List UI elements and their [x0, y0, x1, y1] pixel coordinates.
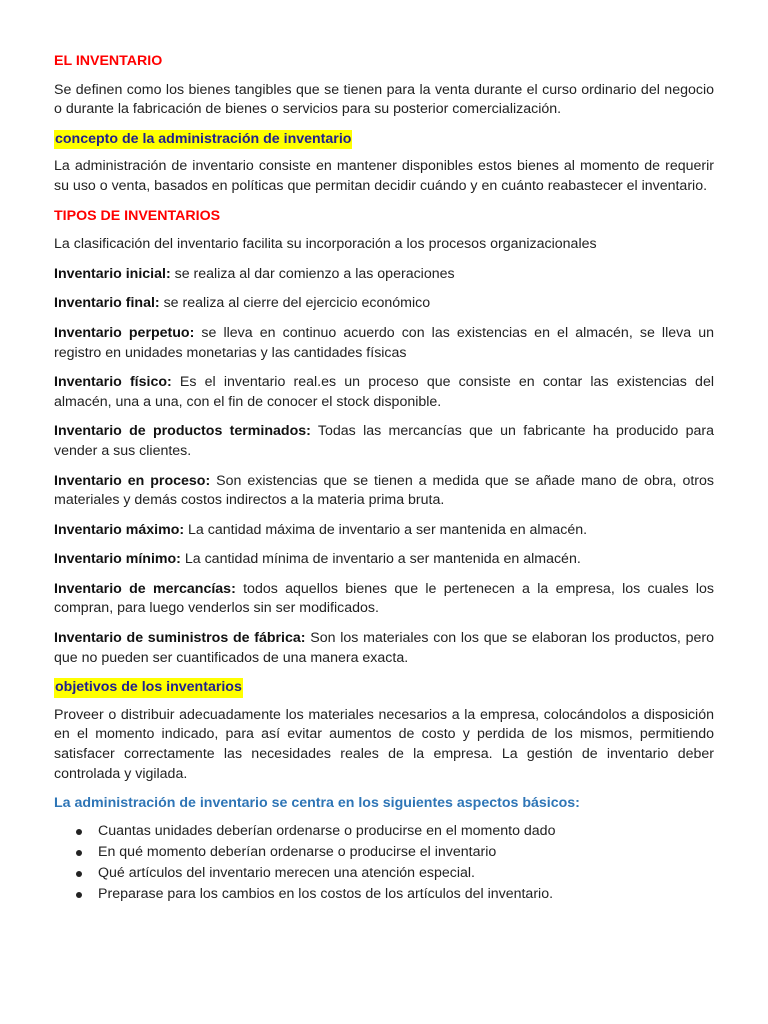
list-item-text: Qué artículos del inventario merecen una atención especial. [98, 864, 475, 881]
type-definition [54, 550, 714, 570]
type-definition [54, 373, 714, 412]
type-desc: Todas las mercancías que un fabricante ha producido para vender a sus clientes. [54, 423, 714, 459]
document-page [54, 52, 714, 905]
type-term: Inventario inicial: [54, 265, 171, 282]
type-definition [54, 472, 714, 511]
type-term: Inventario de suministros de fábrica: [54, 630, 306, 647]
type-desc: todos aquellos bienes que le pertenecen a la empresa, los cuales los compran, para luego venderlos sin ser modificados. [54, 580, 714, 617]
type-desc: La cantidad máxima de inventario a ser mantenida en almacén. [184, 521, 588, 538]
intro-paragraph: Se definen como los bienes tangibles que se tienen para la venta durante el curso ordinario del negocio o durante la fabricación de bienes o servicios para su posterior comercialización. [54, 81, 714, 118]
types-heading: TIPOS DE INVENTARIOS [54, 207, 221, 224]
type-term: Inventario de productos terminados: [54, 423, 311, 440]
type-definition [54, 629, 714, 668]
type-term: Inventario perpetuo: [54, 324, 195, 341]
list-item-text: Preparase para los cambios en los costos de los artículos del inventario. [98, 885, 554, 902]
objectives-paragraph: Proveer o distribuir adecuadamente los materiales necesarios a la empresa, colocándolos a disposición en el momento indicado, para así evitar aumentos de costo y perdida de los mismos, permitiendo satisfacer correctamente las necesidades reales de la empresa. La gestión de inventario deber controlada y vigilada. [54, 706, 714, 782]
type-definition [54, 580, 714, 619]
type-desc: se realiza al dar comienzo a las operaciones [170, 265, 455, 282]
types-list [54, 265, 714, 669]
type-desc: La cantidad mínima de inventario a ser mantenida en almacén. [180, 551, 581, 568]
aspects-heading: La administración de inventario se centra en los siguientes aspectos básicos: [54, 795, 580, 812]
bullet-icon [76, 850, 82, 856]
type-term: Inventario máximo: [54, 521, 185, 538]
bullet-icon [76, 892, 82, 898]
types-intro: La clasificación del inventario facilita su incorporación a los procesos organizacionales [54, 236, 597, 253]
bullet-icon [76, 871, 82, 877]
type-term: Inventario en proceso: [54, 472, 211, 489]
type-definition [54, 521, 714, 541]
document-title: EL INVENTARIO [54, 53, 163, 69]
type-desc: se lleva en continuo acuerdo con las existencias en el almacén, se lleva un registro en unidades monetarias y las cantidades físicas [54, 324, 714, 361]
objectives-heading-wrap [54, 678, 714, 698]
list-item [98, 884, 714, 905]
list-item-text: En qué momento deberían ordenarse o producirse el inventario [98, 843, 497, 860]
objectives-heading: objetivos de los inventarios [54, 678, 243, 698]
list-item [98, 863, 714, 884]
type-term: Inventario de mercancías: [54, 580, 236, 597]
type-definition [54, 294, 714, 314]
list-item-text: Cuantas unidades deberían ordenarse o producirse en el momento dado [98, 822, 556, 839]
type-definition [54, 422, 714, 461]
bullet-icon [76, 829, 82, 835]
type-desc: Son los materiales con los que se elaboran los productos, pero que no pueden ser cuantificados de una manera exacta. [54, 630, 714, 666]
type-term: Inventario final: [54, 295, 160, 312]
aspects-list [54, 821, 714, 905]
type-term: Inventario físico: [54, 374, 172, 391]
list-item [98, 842, 714, 863]
type-definition [54, 265, 714, 285]
type-definition [54, 324, 714, 363]
concept-paragraph: La administración de inventario consiste en mantener disponibles estos bienes al momento de requerir su uso o venta, basados en políticas que permitan decidir cuándo y en cuánto reabastecer el inventario. [54, 158, 714, 194]
concept-heading: concepto de la administración de inventario [54, 130, 352, 150]
type-desc: se realiza al cierre del ejercicio económico [159, 295, 431, 312]
type-desc: Es el inventario real.es un proceso que consiste en contar las existencias del almacén, una a una, con el fin de conocer el stock disponible. [54, 374, 714, 410]
type-term: Inventario mínimo: [54, 551, 181, 568]
concept-heading-wrap [54, 130, 714, 150]
type-desc: Son existencias que se tienen a medida que se añade mano de obra, otros materiales y demás costos indirectos a la materia prima bruta. [54, 472, 714, 509]
list-item [98, 821, 714, 842]
